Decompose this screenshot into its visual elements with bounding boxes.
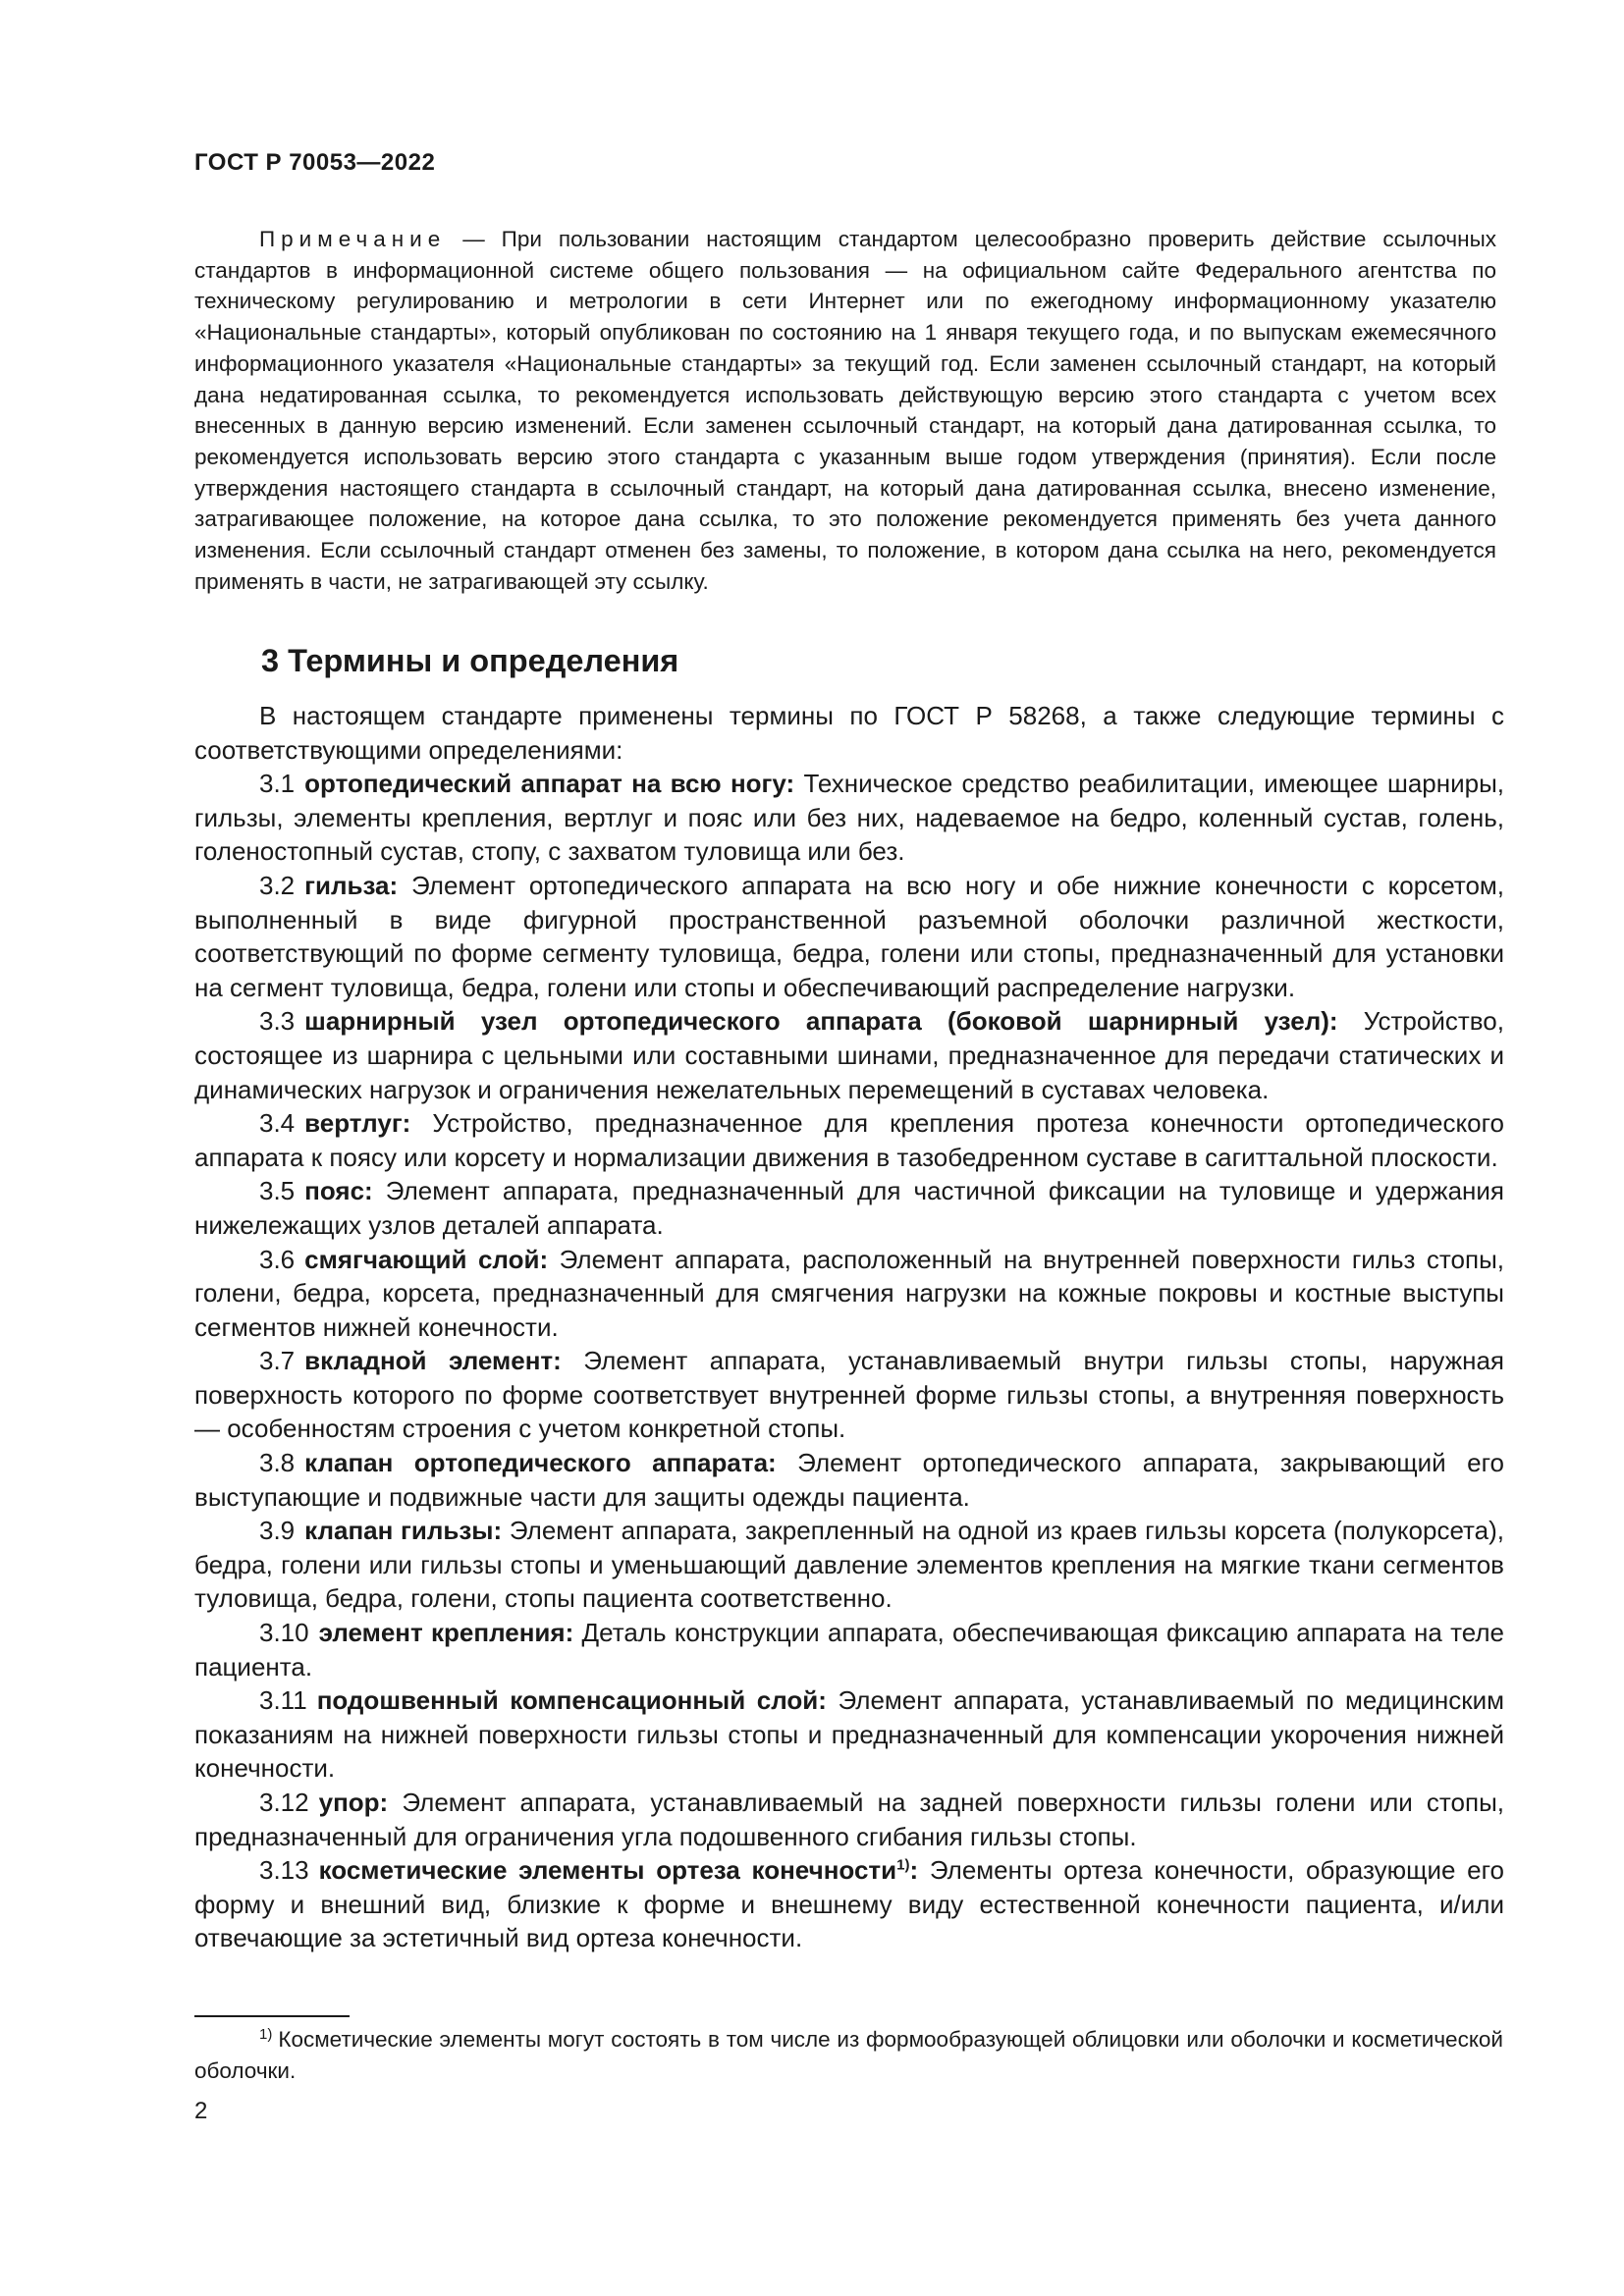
page-number: 2 <box>194 2098 208 2124</box>
term-name: ортопедический аппарат на всю ногу: <box>304 769 795 799</box>
term-name-text: косметические элементы ортеза конечности <box>318 1855 897 1886</box>
term-number: 3.13 <box>259 1855 309 1886</box>
term-definition: Элемент ортопедического аппарата, закрывающий его выступающие и подвижные части для защиты одежды пациента. <box>194 1448 1504 1512</box>
term-number: 3.9 <box>259 1516 296 1546</box>
term-entry <box>194 1004 1504 1106</box>
term-entry <box>194 1616 1504 1683</box>
term-definition: Элемент аппарата, устанавливаемый внутри гильзы стопы, наружная поверхность которого по форме соответствует внутренней форме гильзы стопы, а внутренняя поверхность — особенностям строения с учетом конкретной стопы. <box>194 1346 1504 1444</box>
term-definition: Устройство, состоящее из шарнира с цельными или составными шинами, предназначенное для передачи статических и динамических нагрузок и ограничения нежелательных перемещений в суставах человека. <box>194 1006 1504 1104</box>
term-entry <box>194 1106 1504 1174</box>
term-entry <box>194 767 1504 869</box>
term-name: пояс: <box>304 1176 373 1206</box>
footnote-text: Косметические элементы могут состоять в том числе из формообразующей облицовки или оболочки и косметической оболочки. <box>194 2027 1503 2083</box>
term-number: 3.12 <box>259 1788 309 1817</box>
term-name: шарнирный узел ортопедического аппарата (боковой шарнирный узел): <box>304 1006 1338 1037</box>
term-definition: Элемент аппарата, закрепленный на одной из краев гильзы корсета (полукорсета), бедра, голени или гильзы стопы и уменьшающий давление элементов крепления на мягкие ткани сегментов туловища, бедра, голени, стопы пациента соответственно. <box>194 1516 1504 1614</box>
footnote-marker: 1) <box>259 2025 273 2043</box>
term-number: 3.7 <box>259 1346 296 1376</box>
footnote <box>194 2024 1503 2086</box>
term-name-colon: : <box>909 1855 919 1886</box>
term-number: 3.2 <box>259 870 296 900</box>
term-name: элемент крепления: <box>318 1618 574 1648</box>
term-entry <box>194 1174 1504 1242</box>
term-name: вкладной элемент: <box>304 1346 562 1376</box>
term-definition: Элемент аппарата, предназначенный для частичной фиксации на туловище и удержания нижележащих узлов деталей аппарата. <box>194 1176 1504 1240</box>
term-definition: Элемент аппарата, расположенный на внутренней поверхности гильз стопы, голени, бедра, корсета, предназначенный для смягчения нагрузки на кожные покровы и костные выступы сегментов нижней конечности. <box>194 1244 1504 1342</box>
section-intro: В настоящем стандарте применены термины по ГОСТ Р 58268, а также следующие термины с соответствующими определениями: <box>194 701 1504 765</box>
note-paragraph <box>194 224 1496 597</box>
term-definition: Элементы ортеза конечности, образующие его форму и внешний вид, близкие к форме и внешнему виду естественной конечности пациента, и/или отвечающие за эстетичный вид ортеза конечности. <box>194 1855 1504 1953</box>
term-number: 3.4 <box>259 1108 296 1139</box>
term-number: 3.3 <box>259 1006 296 1037</box>
term-entry <box>194 1243 1504 1345</box>
term-entry <box>194 1853 1504 1955</box>
term-name: подошвенный компенсационный слой: <box>316 1685 827 1716</box>
term-entry <box>194 1683 1504 1786</box>
footnote-reference[interactable]: 1) <box>896 1856 910 1874</box>
term-number: 3.11 <box>259 1685 307 1716</box>
document-header: ГОСТ Р 70053—2022 <box>194 149 436 176</box>
term-entry <box>194 1514 1504 1616</box>
term-definition: Техническое средство реабилитации, имеющее шарниры, гильзы, элементы крепления, вертлуг и пояс или без них, надеваемое на бедро, коленный сустав, голень, голеностопный сустав, стопу, с захватом туловища или без. <box>194 769 1504 867</box>
term-definition: Элемент аппарата, устанавливаемый по медицинским показаниям на нижней поверхности гильзы стопы и предназначенный для компенсации укорочения нижней конечности. <box>194 1685 1505 1784</box>
term-definition: Элемент аппарата, устанавливаемый на задней поверхности гильзы голени или стопы, предназначенный для ограничения угла подошвенного сгибания гильзы стопы. <box>194 1788 1504 1851</box>
term-name: смягчающий слой: <box>304 1244 549 1274</box>
term-number: 3.6 <box>259 1244 296 1274</box>
term-definition: Устройство, предназначенное для крепления протеза конечности ортопедического аппарата к поясу или корсету и нормализации движения в тазобедренном суставе в сагиттальной плоскости. <box>194 1108 1504 1172</box>
term-name: упор: <box>318 1788 389 1817</box>
term-number: 3.5 <box>259 1176 296 1206</box>
term-definition: Деталь конструкции аппарата, обеспечивающая фиксацию аппарата на теле пациента. <box>194 1618 1504 1682</box>
term-name: клапан гильзы: <box>304 1516 503 1546</box>
term-number: 3.1 <box>259 769 296 799</box>
term-entry <box>194 1786 1504 1853</box>
footnote-divider <box>194 2015 350 2017</box>
term-number: 3.10 <box>259 1618 309 1648</box>
term-entry <box>194 1446 1504 1514</box>
term-entry <box>194 869 1504 1004</box>
term-name <box>319 1855 919 1885</box>
note-label: Примечание <box>259 227 447 251</box>
term-name: вертлуг: <box>304 1108 411 1139</box>
section-body <box>194 699 1504 1955</box>
term-number: 3.8 <box>259 1448 296 1478</box>
term-definition: Элемент ортопедического аппарата на всю ногу и обе нижние конечности с корсетом, выполненный в виде фигурной пространственной разъемной оболочки различной жесткости, соответствующий по форме сегменту туловища, бедра, голени или стопы, предназначенный для установки на сегмент туловища, бедра, голени или стопы и обеспечивающий распределение нагрузки. <box>194 870 1504 1002</box>
term-name: клапан ортопедического аппарата: <box>304 1448 777 1478</box>
term-name: гильза: <box>304 870 399 900</box>
term-entry <box>194 1344 1504 1446</box>
section-title: 3 Термины и определения <box>261 643 679 678</box>
note-text: — При пользовании настоящим стандартом целесообразно проверить действие ссылочных стандартов в информационной системе общего пользования — на официальном сайте Федерального агентства по техническому регулированию и метрологии в сети Интернет или по ежегодному информационному указателю «Национальные стандарты», который опубликован по состоянию на 1 января текущего года, и по выпускам ежемесячного информационного указателя «Национальные стандарты» за текущий год. Если заменен ссылочный стандарт, на который дана недатированная ссылка, то рекомендуется использовать действующую версию этого стандарта с учетом всех внесенных в данную версию изменений. Если заменен ссылочный стандарт, на который дана датированная ссылка, то рекомендуется использовать версию этого стандарта с указанным выше годом утверждения (принятия). Если после утверждения настоящего стандарта в ссылочный стандарт, на который дана датированная ссылка, внесено изменение, затрагивающее положение, на которое дана ссылка, то это положение рекомендуется применять без учета данного изменения. Если ссылочный стандарт отменен без замены, то положение, в котором дана ссылка на него, рекомендуется применять в части, не затрагивающей эту ссылку. <box>194 227 1496 594</box>
